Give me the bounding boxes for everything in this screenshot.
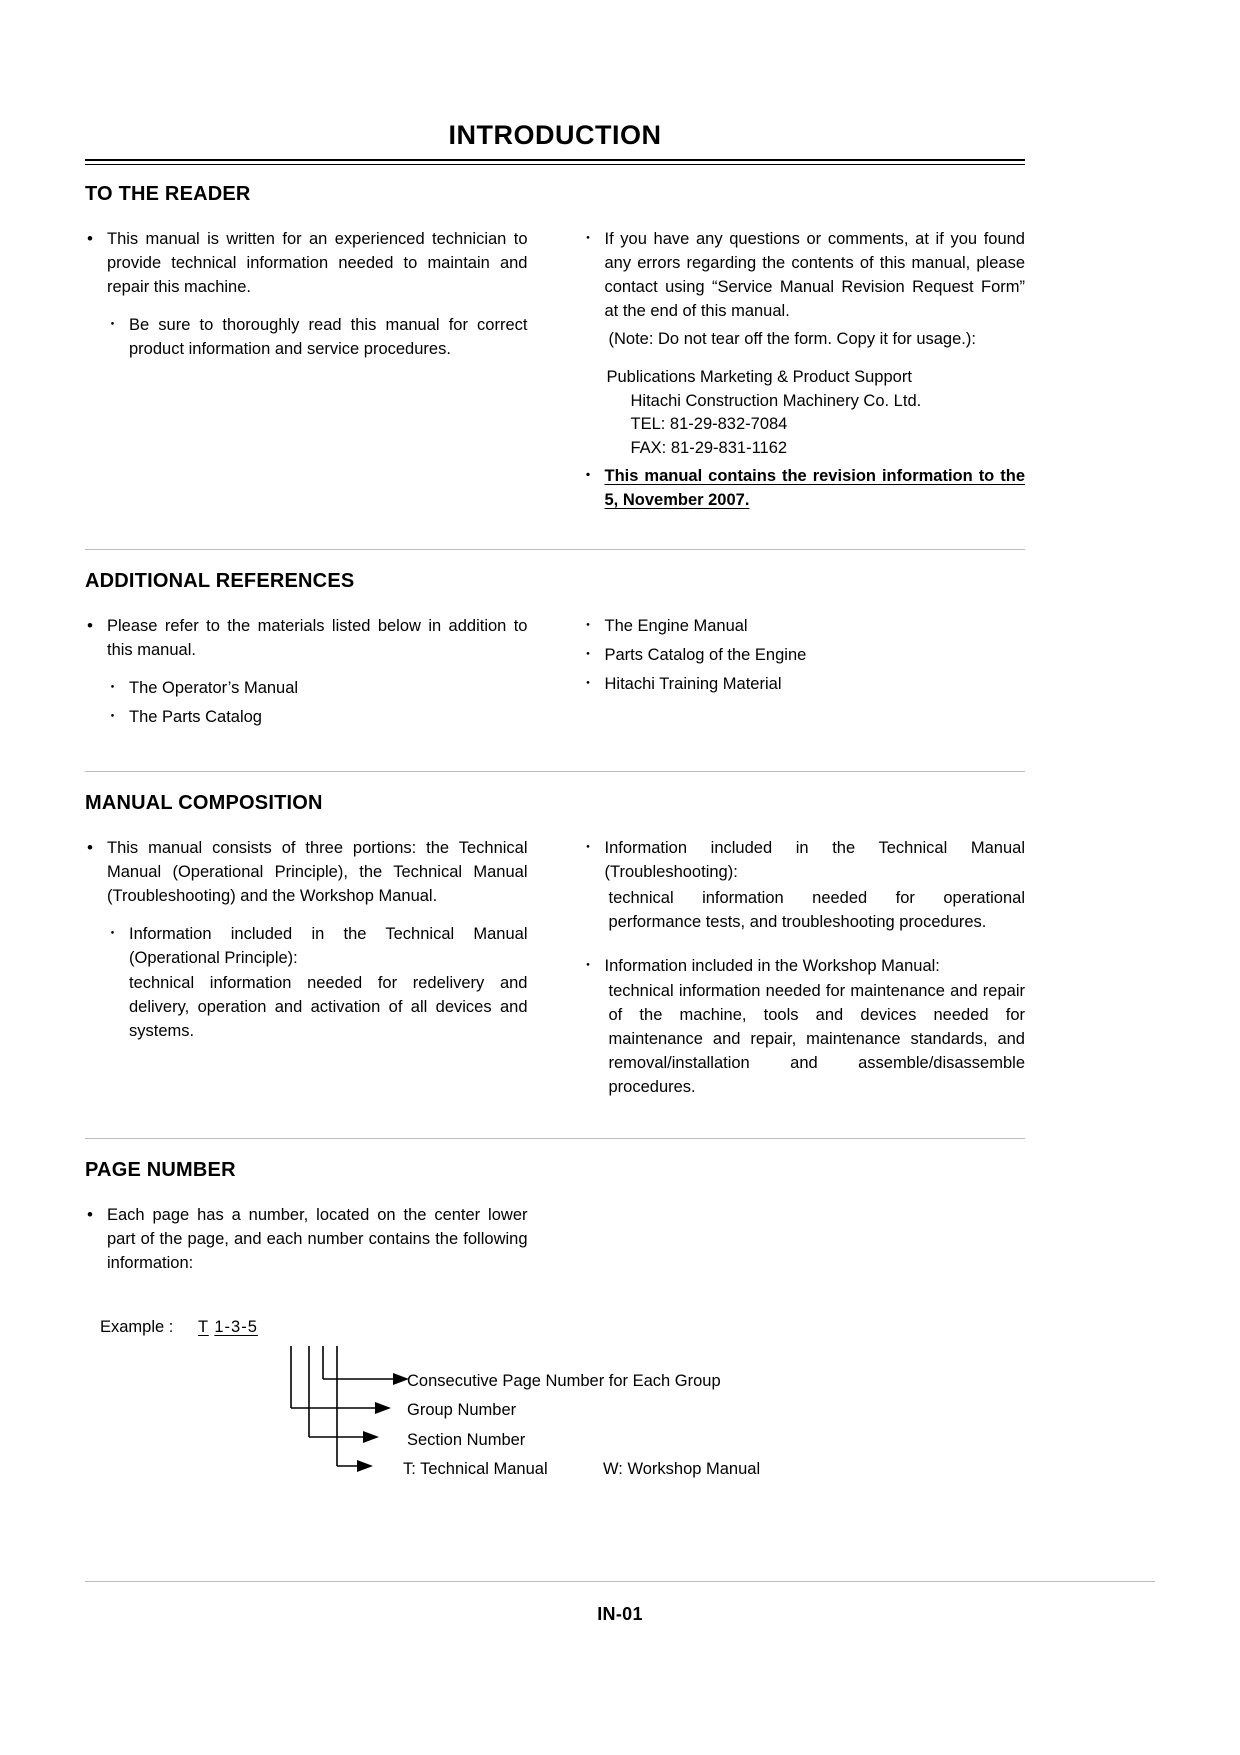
two-column-layout [85,228,1025,513]
page-content [85,120,1025,1518]
example-code-prefix: T [198,1317,209,1336]
section-heading-additional-references: ADDITIONAL REFERENCES [85,570,355,593]
paragraph: technical information needed for operational performance tests, and troubleshooting procedures. [608,888,1025,931]
section-heading-manual-composition: MANUAL COMPOSITION [85,791,323,814]
section-divider [85,1138,1025,1139]
column-right [583,615,1026,735]
paragraph: ・ Information included in the Workshop Manual: [583,955,1026,979]
footer-divider [85,1581,1155,1582]
page-title: INTRODUCTION [448,120,662,150]
paragraph: ・ Information included in the Technical Manual (Operational Principle): [107,923,528,971]
column-right [583,837,1026,1100]
page-number-example [85,1318,1025,1518]
paragraph: • Each page has a number, located on the center lower part of the page, and each number contains the following information: [85,1204,528,1276]
paragraph: • Please refer to the materials listed below in addition to this manual. [85,615,528,663]
contact-phone: TEL: 81-29-832-7084 [630,415,788,434]
column-left [85,837,528,1100]
list-item: ・ Parts Catalog of the Engine [583,644,1026,668]
callout-label-section-number: Section Number [407,1430,526,1449]
page-footer [85,1581,1155,1625]
two-column-layout [85,615,1025,735]
section-manual-composition [85,792,1025,1100]
contact-line: Hitachi Construction Machinery Co. Ltd. [630,391,922,410]
revision-notice: ・ This manual contains the revision information to the 5, November 2007. [583,465,1026,513]
list-item: ・ The Parts Catalog [107,706,528,730]
column-right [583,1204,1026,1290]
paragraph: • This manual consists of three portions: the Technical Manual (Operational Principle), the Technical Manual (Troubleshooting) and the Workshop Manual. [85,837,528,909]
paragraph: technical information needed for maintenance and repair of the machine, tools and devices needed for maintenance and repair, maintenance standards, and removal/installation and assemble/disassemble procedures. [608,982,1025,1097]
contact-fax: FAX: 81-29-831-1162 [630,439,788,458]
example-code-suffix: 1-3-5 [214,1317,258,1336]
paragraph: technical information needed for redelivery and delivery, operation and activation of all devices and systems. [129,974,528,1041]
callout-label-workshop-manual: W: Workshop Manual [603,1459,761,1478]
column-left [85,1204,528,1290]
example-code [198,1318,258,1337]
section-to-the-reader [85,183,1025,513]
section-page-number [85,1159,1025,1518]
title-divider [85,159,1025,165]
paragraph: ・ Be sure to thoroughly read this manual for correct product information and service procedures. [107,314,528,362]
list-item: ・ Hitachi Training Material [583,673,1026,697]
section-divider [85,549,1025,550]
column-left [85,615,528,735]
paragraph: (Note: Do not tear off the form. Copy it for usage.): [608,329,976,348]
section-divider [85,771,1025,772]
contact-line: Publications Marketing & Product Support [606,367,912,386]
list-item: ・ The Operator’s Manual [107,677,528,701]
callout-label-consecutive-page-number: Consecutive Page Number for Each Group [407,1371,721,1390]
two-column-layout [85,1204,1025,1290]
page-number: IN-01 [597,1604,643,1624]
section-additional-references [85,570,1025,735]
paragraph: • This manual is written for an experienced technician to provide technical information needed to maintain and repair this machine. [85,228,528,300]
column-right [583,228,1026,513]
paragraph: ・ Information included in the Technical Manual (Troubleshooting): [583,837,1026,885]
section-heading-to-the-reader: TO THE READER [85,183,251,205]
callout-diagram [185,1340,825,1510]
two-column-layout [85,837,1025,1100]
example-label: Example : [100,1317,174,1336]
callout-label-technical-manual: T: Technical Manual [403,1459,548,1478]
section-heading-page-number: PAGE NUMBER [85,1159,236,1182]
paragraph: ・ If you have any questions or comments, at if you found any errors regarding the contents of this manual, please contact using “Service Manual Revision Request Form” at the end of this manual. [583,228,1026,324]
column-left [85,228,528,513]
list-item: ・ The Engine Manual [583,615,1026,639]
callout-label-group-number: Group Number [407,1400,517,1419]
